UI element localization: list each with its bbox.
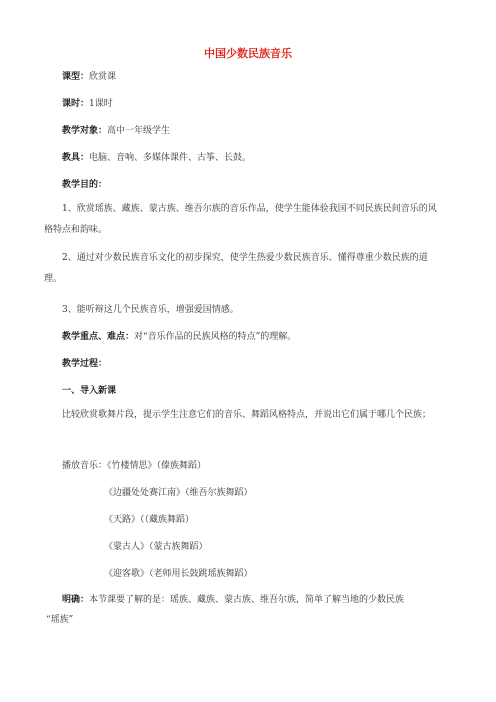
course-type-line xyxy=(62,71,442,84)
play-line xyxy=(62,460,442,473)
course-type-label: 课型： xyxy=(62,72,90,82)
piece-item: 《边疆处处赛江南》（维吾尔族舞蹈） xyxy=(104,488,253,498)
key-points-value: 对“音乐作品的民族风格的特点”的理解。 xyxy=(134,332,297,342)
piece-item: 《蒙古人》（蒙古族舞蹈） xyxy=(104,542,208,552)
audience-value: 高中一年级学生 xyxy=(107,126,171,136)
audience-label: 教学对象： xyxy=(62,126,108,136)
section1-title: 一、导入新课 xyxy=(62,386,117,396)
clarify-text: 本节课要了解的是：瑶族、藏族、蒙古族、维吾尔族，简单了解当地的少数民族 xyxy=(89,595,405,605)
piece-item: 《迎客歌》（老师用长鼓跳瑶族舞蹈） xyxy=(104,569,253,579)
tools-value: 电脑、音响、多媒体课件、古筝、长鼓。 xyxy=(89,153,252,163)
key-points-line xyxy=(62,331,442,344)
goal-item-2: 2、通过对少数民族音乐文化的初步探究，使学生热爱少数民族音乐、懂得尊重少数民族的道理。 xyxy=(44,253,428,284)
course-type-value: 欣赏课 xyxy=(89,72,117,82)
process-heading: 教学过程： xyxy=(62,359,108,369)
clarify-tail: “瑶族” xyxy=(46,615,74,625)
goal-item-1: 1、欣赏瑶族、藏族、蒙古族、维吾尔族的音乐作品，使学生能体验我国不同民族民间音乐的风格特点和韵味。 xyxy=(44,204,437,235)
tools-line xyxy=(62,152,442,165)
goals-heading: 教学目的： xyxy=(62,180,108,190)
hours-label: 课时： xyxy=(62,99,90,109)
clarify-label: 明确： xyxy=(62,595,90,605)
hours-value: 1课时 xyxy=(89,99,113,109)
goal-item-3: 3、能听辩这几个民族音乐，增强爱国情感。 xyxy=(62,305,239,315)
key-points-label: 教学重点、难点： xyxy=(62,332,135,342)
document-title: 中国少数民族音乐 xyxy=(204,47,292,60)
piece-item: 《竹楼情思》（傣族舞蹈） xyxy=(107,461,207,471)
audience-line xyxy=(62,125,442,138)
hours-line xyxy=(62,98,442,111)
clarify-line xyxy=(62,594,442,607)
piece-item: 《天路》（（藏族舞蹈） xyxy=(104,515,195,525)
play-label: 播放音乐： xyxy=(62,461,108,471)
section1-text: 比较欣赏歌舞片段，提示学生注意它们的音乐、舞蹈风格特点，并说出它们属于哪几个民族； xyxy=(62,410,432,420)
tools-label: 教具： xyxy=(62,153,90,163)
